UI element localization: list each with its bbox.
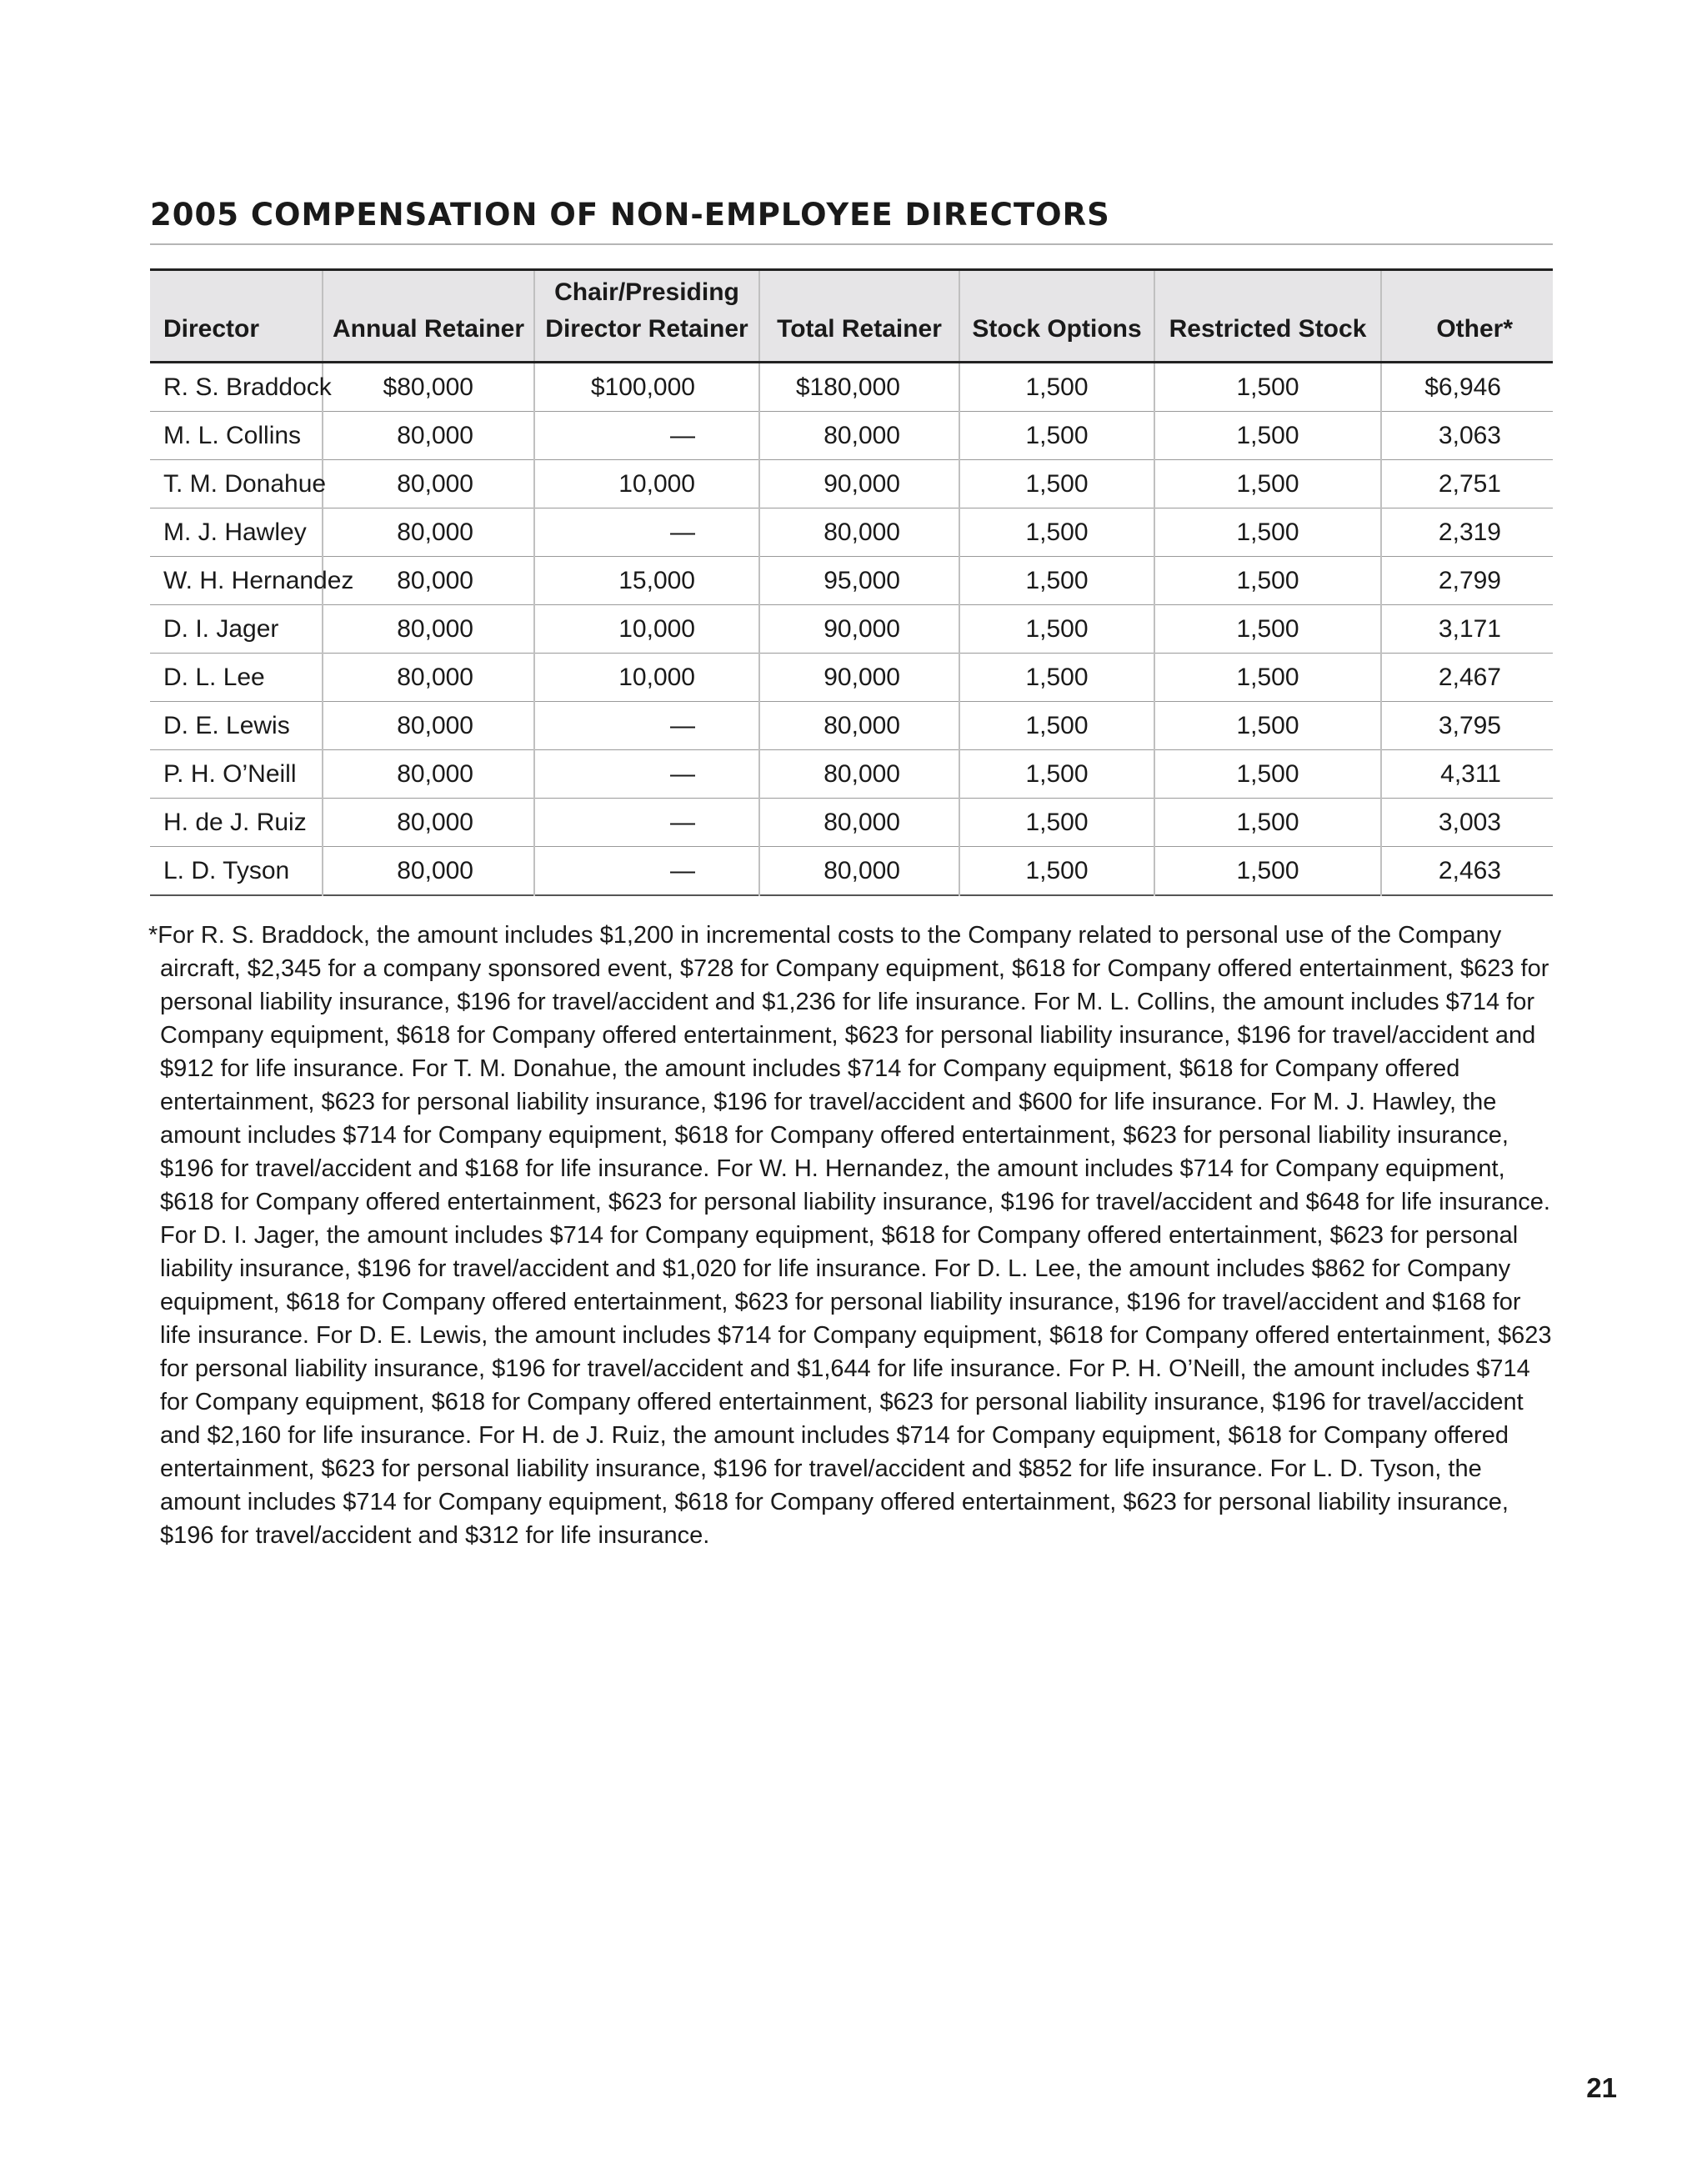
cell-chair-retainer: — bbox=[534, 750, 759, 799]
cell-director: T. M. Donahue bbox=[150, 460, 323, 508]
cell-total-retainer: 90,000 bbox=[759, 605, 959, 654]
cell-annual-retainer: 80,000 bbox=[323, 654, 534, 702]
header-director: Director bbox=[150, 270, 323, 363]
cell-stock-options: 1,500 bbox=[959, 605, 1154, 654]
header-restricted-stock: Restricted Stock bbox=[1154, 270, 1381, 363]
cell-stock-options: 1,500 bbox=[959, 750, 1154, 799]
cell-director: D. I. Jager bbox=[150, 605, 323, 654]
cell-annual-retainer: 80,000 bbox=[323, 412, 534, 460]
cell-other: $6,946 bbox=[1381, 363, 1553, 412]
cell-director: P. H. O’Neill bbox=[150, 750, 323, 799]
cell-restricted-stock: 1,500 bbox=[1154, 605, 1381, 654]
header-other: Other* bbox=[1381, 270, 1553, 363]
cell-other: 2,467 bbox=[1381, 654, 1553, 702]
header-chair-line1: Chair/Presiding bbox=[554, 278, 739, 306]
cell-other: 3,795 bbox=[1381, 702, 1553, 750]
cell-restricted-stock: 1,500 bbox=[1154, 412, 1381, 460]
cell-annual-retainer: 80,000 bbox=[323, 702, 534, 750]
cell-annual-retainer: 80,000 bbox=[323, 799, 534, 847]
cell-other: 2,463 bbox=[1381, 847, 1553, 896]
cell-director: L. D. Tyson bbox=[163, 856, 290, 884]
cell-other: 2,799 bbox=[1381, 557, 1553, 605]
cell-chair-retainer: 15,000 bbox=[534, 557, 759, 605]
cell-restricted-stock: 1,500 bbox=[1154, 557, 1381, 605]
cell-other: 3,063 bbox=[1381, 412, 1553, 460]
cell-stock-options: 1,500 bbox=[959, 702, 1154, 750]
cell-chair-retainer: $100,000 bbox=[534, 363, 759, 412]
cell-other: 2,319 bbox=[1381, 508, 1553, 557]
table-body bbox=[150, 363, 1553, 896]
cell-stock-options: 1,500 bbox=[959, 460, 1154, 508]
cell-total-retainer: 80,000 bbox=[759, 702, 959, 750]
table-row bbox=[150, 750, 1553, 799]
table-row bbox=[150, 412, 1553, 460]
cell-stock-options: 1,500 bbox=[959, 847, 1154, 896]
cell-annual-retainer: 80,000 bbox=[323, 557, 534, 605]
cell-total-retainer: 80,000 bbox=[759, 508, 959, 557]
cell-restricted-stock: 1,500 bbox=[1154, 847, 1381, 896]
table-row bbox=[150, 557, 1553, 605]
table-row bbox=[150, 654, 1553, 702]
table-row bbox=[150, 605, 1553, 654]
cell-total-retainer: 90,000 bbox=[759, 654, 959, 702]
header-chair-line2: Director Retainer bbox=[545, 315, 748, 343]
cell-annual-retainer: 80,000 bbox=[323, 847, 534, 896]
cell-annual-retainer: 80,000 bbox=[323, 508, 534, 557]
cell-chair-retainer: — bbox=[534, 799, 759, 847]
cell-total-retainer: 80,000 bbox=[759, 412, 959, 460]
cell-restricted-stock: 1,500 bbox=[1154, 363, 1381, 412]
cell-stock-options: 1,500 bbox=[959, 557, 1154, 605]
cell-total-retainer: 80,000 bbox=[759, 799, 959, 847]
cell-director: R. S. Braddock bbox=[150, 363, 323, 412]
cell-other: 2,751 bbox=[1381, 460, 1553, 508]
cell-annual-retainer: 80,000 bbox=[323, 460, 534, 508]
cell-chair-retainer: — bbox=[534, 508, 759, 557]
cell-stock-options: 1,500 bbox=[959, 654, 1154, 702]
cell-chair-retainer: — bbox=[534, 847, 759, 896]
title-divider bbox=[150, 243, 1553, 245]
table-row bbox=[150, 363, 1553, 412]
cell-stock-options: 1,500 bbox=[959, 799, 1154, 847]
cell-annual-retainer: 80,000 bbox=[323, 605, 534, 654]
cell-total-retainer: 80,000 bbox=[759, 847, 959, 896]
cell-total-retainer: 80,000 bbox=[759, 750, 959, 799]
cell-total-retainer: 90,000 bbox=[759, 460, 959, 508]
header-total-retainer: Total Retainer bbox=[759, 270, 959, 363]
cell-restricted-stock: 1,500 bbox=[1154, 799, 1381, 847]
header-stock-options: Stock Options bbox=[959, 270, 1154, 363]
cell-other: 4,311 bbox=[1381, 750, 1553, 799]
cell-chair-retainer: — bbox=[534, 702, 759, 750]
cell-annual-retainer: 80,000 bbox=[323, 750, 534, 799]
cell-chair-retainer: 10,000 bbox=[534, 605, 759, 654]
cell-total-retainer: 95,000 bbox=[759, 557, 959, 605]
table-row bbox=[150, 799, 1553, 847]
cell-chair-retainer: 10,000 bbox=[534, 654, 759, 702]
cell-other: 3,003 bbox=[1381, 799, 1553, 847]
cell-director: D. E. Lewis bbox=[150, 702, 323, 750]
page-number: 21 bbox=[1586, 2072, 1617, 2103]
table-row bbox=[150, 460, 1553, 508]
cell-chair-retainer: 10,000 bbox=[534, 460, 759, 508]
director-compensation-table bbox=[150, 268, 1553, 896]
header-chair-retainer bbox=[534, 270, 759, 363]
cell-restricted-stock: 1,500 bbox=[1154, 508, 1381, 557]
cell-restricted-stock: 1,500 bbox=[1154, 702, 1381, 750]
cell-director: M. L. Collins bbox=[150, 412, 323, 460]
table-row bbox=[150, 702, 1553, 750]
cell-director: M. J. Hawley bbox=[150, 508, 323, 557]
cell-restricted-stock: 1,500 bbox=[1154, 654, 1381, 702]
cell-stock-options: 1,500 bbox=[959, 412, 1154, 460]
cell-director: W. H. Hernandez bbox=[150, 557, 323, 605]
page-title: 2005 COMPENSATION OF NON-EMPLOYEE DIRECTORS bbox=[150, 197, 1110, 233]
footnote: *For R. S. Braddock, the amount includes $1,200 in incremental costs to the Company related to personal use of the Company aircraft, $2,345 for a company sponsored event, $728 for Company equipment, $618 for Company offered entertainment, $623 for personal liability insurance, $196 for travel/accident and $1,236 for life insurance. For M. L. Collins, the amount includes $714 for Company equipment, $618 for Company offered entertainment, $623 for personal liability insurance, $196 for travel/accident and $912 for life insurance. For T. M. Donahue, the amount includes $714 for Company equipment, $618 for Company offered entertainment, $623 for personal liability insurance, $196 for travel/accident and $600 for life insurance. For M. J. Hawley, the amount includes $714 for Company equipment, $618 for Company offered entertainment, $623 for personal liability insurance, $196 for travel/accident and $168 for life insurance. For W. H. Hernandez, the amount includes $714 for Company equipment, $618 for Company offered entertainment, $623 for personal liability insurance, $196 for travel/accident and $648 for life insurance. For D. I. Jager, the amount includes $714 for Company equipment, $618 for Company offered entertainment, $623 for personal liability insurance, $196 for travel/accident and $1,020 for life insurance. For D. L. Lee, the amount includes $862 for Company equipment, $618 for Company offered entertainment, $623 for personal liability insurance, $196 for travel/accident and $168 for life insurance. For D. E. Lewis, the amount includes $714 for Company equipment, $618 for Company offered entertainment, $623 for personal liability insurance, $196 for travel/accident and $1,644 for life insurance. For P. H. O’Neill, the amount includes $714 for Company equipment, $618 for Company offered entertainment, $623 for personal liability insurance, $196 for travel/accident and $2,160 for life insurance. For H. de J. Ruiz, the amount includes $714 for Company equipment, $618 for Company offered entertainment, $623 for personal liability insurance, $196 for travel/accident and $852 for life insurance. For L. D. Tyson, the amount includes $714 for Company equipment, $618 for Company offered entertainment, $623 for personal liability insurance, $196 for travel/accident and $312 for life insurance. bbox=[148, 922, 1552, 1549]
cell-restricted-stock: 1,500 bbox=[1154, 750, 1381, 799]
cell-other: 3,171 bbox=[1381, 605, 1553, 654]
cell-chair-retainer: — bbox=[534, 412, 759, 460]
cell-director: H. de J. Ruiz bbox=[150, 799, 323, 847]
cell-restricted-stock: 1,500 bbox=[1154, 460, 1381, 508]
cell-stock-options: 1,500 bbox=[959, 508, 1154, 557]
cell-director: D. L. Lee bbox=[150, 654, 323, 702]
cell-total-retainer: $180,000 bbox=[759, 363, 959, 412]
cell-annual-retainer: $80,000 bbox=[323, 363, 534, 412]
table-row bbox=[150, 847, 1553, 896]
cell-stock-options: 1,500 bbox=[959, 363, 1154, 412]
header-annual-retainer: Annual Retainer bbox=[323, 270, 534, 363]
table-row bbox=[150, 508, 1553, 557]
table-header-row bbox=[150, 270, 1553, 363]
